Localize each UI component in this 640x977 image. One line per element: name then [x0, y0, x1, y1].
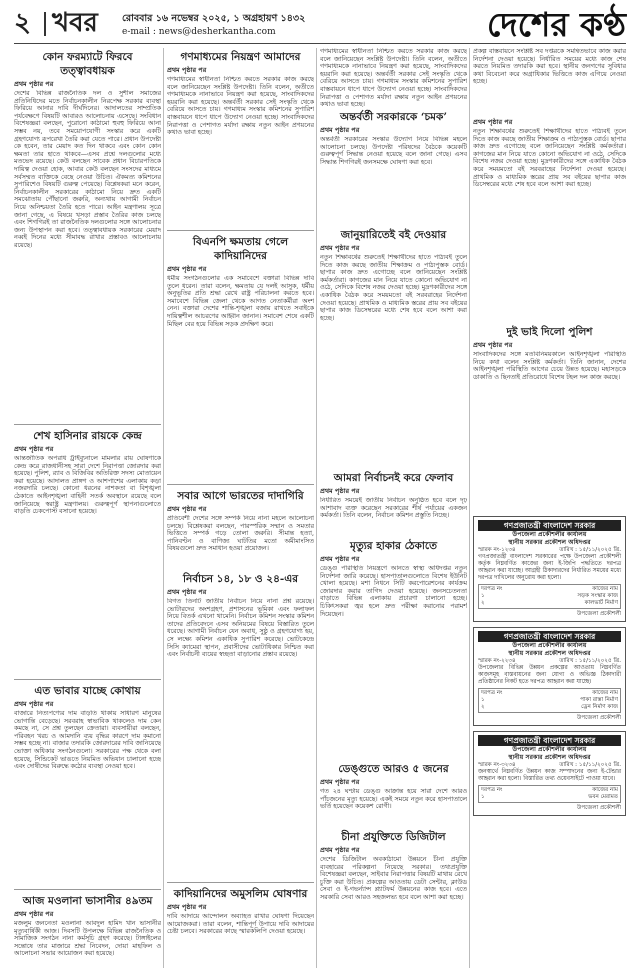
article-byline: প্রথম পৃষ্ঠার পর: [320, 487, 360, 495]
ad-cell: কাজের নাম: [592, 586, 618, 592]
ad-date: তারিখ : ১৫/১১/২০২৫ খ্রি.: [559, 658, 621, 664]
article-body: গণমাধ্যমের স্বাধীনতা নিশ্চিত করতে সরকার কাজ করছে বলে জানিয়েছেন সংশ্লিষ্ট উপদেষ্টা। তিনি বলেন, অতীতে গণমাধ্যমকে নানাভাবে নিয়ন্ত্রণ করা হয়েছে, সাংবাদিকদের হয়রানি করা হয়েছে। অন্তর্বর্তী সরকার সেই সংস্কৃতি থেকে বেরিয়ে আসতে চায়। গণমাধ্যম সংস্কার কমিশনের সুপারিশ বাস্তবায়নে ধাপে ধাপে উদ্যোগ নেওয়া হচ্ছে। সাংবাদিকদের নিরাপত্তা ও পেশাগত মর্যাদা রক্ষায় নতুন আইন প্রণয়নের কথাও ভাবা হচ্ছে।: [320, 48, 467, 108]
article-body: ডেঙ্গু পরিস্থিতি নিয়ন্ত্রণে আনতে স্বাস্থ্য অধিদপ্তর নতুন নির্দেশনা জারি করেছে। হাসপাতালগুলোতে বিশেষ ইউনিট খোলা হয়েছে। মশা নিধনে সিটি করপোরেশনের কার্যক্রম জোরদার করার তাগিদ দেওয়া হয়েছে। জনসচেতনতা বাড়াতে বিভিন্ন এলাকায় প্রচারণা চালানো হচ্ছে। চিকিৎসকরা জ্বর হলে দ্রুত পরীক্ষা করানোর পরামর্শ দিয়েছেন।: [320, 565, 467, 618]
article-byline: প্রথম পৃষ্ঠার পর: [167, 903, 207, 911]
ad-cell: দরপত্র নং: [481, 787, 503, 793]
ad-table-row: [481, 794, 618, 801]
article-byline: প্রথম পৃষ্ঠার পর: [167, 265, 207, 273]
ad-meta: [478, 762, 621, 769]
article-body: দাবি আদায়ে আন্দোলন অব্যাহত রাখার ঘোষণা দিয়েছেন আয়োজকরা। তারা বলেন, শান্তিপূর্ণ উপায়ে দাবি আদায়ের চেষ্টা চলবে। সরকারের কাছে স্মারকলিপি দেওয়া হয়েছে।: [167, 913, 314, 936]
article-body: বাজারে নিত্যপণ্যের দাম বাড়তি থাকায় সাধারণ মানুষের ভোগান্তি বেড়েছে। সরবরাহ স্বাভাবিক থাকলেও দাম কেন কমছে না, সে প্রশ্ন তুলছেন ক্রেতারা। ব্যবসায়ীরা বলছেন, পরিবহন খরচ ও আমদানি ব্যয় বৃদ্ধির কারণে দাম কমানো সম্ভব হচ্ছে না। বাজার তদারকি জোরদারের দাবি জানিয়েছে ভোক্তা অধিকার সংগঠনগুলো। সরকারের পক্ষ থেকে বলা হয়েছে, সিন্ডিকেট ভাঙতে নিয়মিত অভিযান চালানো হচ্ছে এবং দোষীদের বিরুদ্ধে কঠোর ব্যবস্থা নেওয়া হবে।: [14, 710, 161, 771]
ad-subtitle: উপজেলা প্রকৌশলীর কার্যালয়: [512, 531, 587, 538]
masthead-divider: [44, 12, 46, 36]
article-byline: প্রথম পৃষ্ঠার পর: [320, 244, 360, 252]
ad-cell: দরপত্র নং: [481, 586, 503, 592]
ad-table-row: [481, 787, 618, 794]
column-divider: [316, 48, 317, 968]
ad-date: তারিখ : ১৫/১১/২০২৫ খ্রি.: [559, 762, 621, 768]
article-body: সাংবাদিকদের সঙ্গে মতবিনিময়কালে আইনশৃঙ্খলা পরিস্থিতি নিয়ে কথা বলেন সংশ্লিষ্ট কর্মকর্তা। তিনি জানান, দেশের আইনশৃঙ্খলা পরিস্থিতি আগের চেয়ে উন্নত হয়েছে। মহাসড়কে ডাকাতি ও ছিনতাই প্রতিরোধে বিশেষ টহল দল কাজ করছে।: [473, 351, 626, 381]
article-headline[interactable]: এত ভাবার যাচ্ছে কোথায়: [34, 685, 141, 697]
article-byline: প্রথম পৃষ্ঠার পর: [167, 588, 207, 596]
column-divider: [163, 48, 164, 968]
article-byline: প্রথম পৃষ্ঠার পর: [14, 80, 54, 88]
ad-signature: উপজেলা প্রকৌশলী: [577, 715, 621, 721]
tender-notice: [473, 516, 626, 622]
article-byline: প্রথম পৃষ্ঠার পর: [167, 66, 207, 74]
newspaper-logo: দেশের কণ্ঠ: [486, 5, 626, 44]
ad-cell: ১: [481, 697, 485, 703]
article-byline: প্রথম পৃষ্ঠার পর: [473, 341, 513, 349]
article-headline[interactable]: আজ মওলানা ভাসানীর ৪৯তম: [22, 895, 153, 907]
tender-notice: [473, 627, 626, 726]
divider: [14, 424, 161, 425]
ad-cell: কালভার্ট নির্মাণ: [584, 600, 618, 606]
article-body: দেশের ডিজিটাল অবকাঠামো উন্নয়নে চীনা প্রযুক্তি ব্যবহারের পরিকল্পনা নিয়েছে সরকার। তথ্যপ্রযুক্তি বিশেষজ্ঞরা বলছেন, সাইবার নিরাপত্তার বিষয়টি মাথায় রেখে চুক্তি করা উচিত। প্রকল্পের আওতায় ডেটা সেন্টার, ক্লাউড সেবা ও ই-গভর্ন্যান্স প্ল্যাটফর্ম উন্নয়নের কাজ হবে। এতে সরকারি সেবা আরও সহজলভ্য হবে বলে আশা করা হচ্ছে।: [320, 856, 467, 901]
article-byline: প্রথম পৃষ্ঠার পর: [14, 445, 54, 453]
ad-table-row: [481, 600, 618, 607]
article-headline[interactable]: শেখ হাসিনার রায়কে কেন্দ্র: [33, 430, 142, 442]
article-headline[interactable]: মৃত্যুর হাকার ঠেকাতে: [350, 540, 437, 552]
article-headline[interactable]: কোন ফরম্যাটে ফিরবে তত্ত্বাবধায়ক: [42, 51, 133, 77]
ad-body: জনস্বার্থে নিম্নবর্ণিত উন্নয়ন কাজ সম্পাদনের জন্য ই-টেন্ডার আহ্বান করা হলো। বিস্তারিত তথ্য ওয়েবসাইটে পাওয়া যাবে।: [478, 769, 621, 782]
article-headline[interactable]: ডেঙ্গুতে আরও ৫ জনের: [338, 763, 449, 775]
ad-subtitle: স্থানীয় সরকার প্রকৌশল অধিদপ্তর: [508, 754, 591, 761]
article-byline: প্রথম পৃষ্ঠার পর: [473, 118, 513, 126]
ad-memo: স্মারক নং-৩২৩৪: [478, 762, 516, 768]
ad-table-row: [481, 586, 618, 593]
divider: [167, 230, 314, 231]
masthead: [14, 5, 626, 44]
article-body: দেশের বিভিন্ন রাজনৈতিক দল ও সুশীল সমাজের প্রতিনিধিদের মতে নির্বাচনকালীন নিরপেক্ষ সরকার ব্যবস্থা ফিরিয়ে আনার দাবি দীর্ঘদিনের। আদালতের সাম্প্রতিক পর্যবেক্ষণে বিষয়টি আবারও আলোচনায় এসেছে। সংবিধান বিশেষজ্ঞরা বলছেন, পুরোনো কাঠামো হুবহু ফিরিয়ে আনা সম্ভব নয়, তবে সময়োপযোগী সংস্কার করে একটি গ্রহণযোগ্য রূপরেখা তৈরি করা যেতে পারে। প্রধান উপদেষ্টা কে হবেন, তার মেয়াদ কত দিন থাকবে এবং কোন কোন ক্ষমতা তার হাতে থাকবে—এসব প্রশ্নে দলগুলোর মধ্যে মতভেদ রয়েছে। কেউ বলছেন সাবেক প্রধান বিচারপতিকে দায়িত্ব দেওয়া হোক, আবার কেউ বলছেন সংসদের মাধ্যমে সর্বসম্মত ব্যক্তিকে বেছে নেওয়া উচিত। ঐকমত্য কমিশনের সুপারিশেও বিষয়টি গুরুত্ব পেয়েছে। বিশ্লেষকরা মনে করেন, নির্বাচনকালীন সরকারের কাঠামো নিয়ে দ্রুত একটি সমঝোতায় পৌঁছানো জরুরি, অন্যথায় আগামী নির্বাচন নিয়ে অনিশ্চয়তা তৈরি হতে পারে। আইন মন্ত্রণালয় সূত্রে জানা গেছে, এ বিষয়ে খসড়া প্রস্তাব তৈরির কাজ চলছে এবং শিগগিরই তা রাজনৈতিক দলগুলোর সঙ্গে আলোচনার জন্য উপস্থাপন করা হবে। তত্ত্বাবধায়ক সরকারের মেয়াদ নব্বই দিনের মধ্যে সীমাবদ্ধ রাখার প্রস্তাবও আলোচনায় রয়েছে।: [14, 90, 161, 249]
ad-title: গণপ্রজাতন্ত্রী বাংলাদেশ সরকার: [478, 735, 621, 746]
article-headline[interactable]: জানুয়ারিতেই বই দেওয়ার: [340, 229, 447, 241]
article-headline[interactable]: অন্তর্বর্তী সরকারকে ‘চমক’: [340, 111, 447, 123]
ad-subtitle: উপজেলা প্রকৌশলীর কার্যালয়: [512, 746, 587, 753]
column-3: [320, 48, 467, 968]
ad-cell: সড়ক সংস্কার কাজ: [577, 593, 618, 599]
article-headline[interactable]: সবার আগে ভারতের দাদাগিরি: [177, 490, 304, 502]
ad-memo: স্মারক নং-২২৩৪: [478, 658, 516, 664]
article-body: অন্তর্বর্তী সরকারের সংস্কার উদ্যোগ নিয়ে বিভিন্ন মহলে আলোচনা চলছে। উপদেষ্টা পরিষদের বৈঠকে কয়েকটি গুরুত্বপূর্ণ সিদ্ধান্ত নেওয়া হয়েছে বলে জানা গেছে। এসব সিদ্ধান্ত শিগগিরই জনসমক্ষে ঘোষণা করা হবে।: [320, 136, 467, 166]
section-name: খবর: [52, 8, 98, 38]
email[interactable]: e-mail : news@desherkantha.com: [122, 27, 276, 37]
divider: [167, 882, 314, 883]
ad-cell: ড্রেন নির্মাণ কাজ: [581, 704, 618, 710]
ad-table-row: [481, 704, 618, 711]
ad-cell: পাকা রাস্তা নির্মাণ: [580, 697, 618, 703]
article-body: গত ২৪ ঘণ্টায় ডেঙ্গু আক্রান্ত হয়ে সারা দেশে আরও পাঁচজনের মৃত্যু হয়েছে। একই সময়ে নতুন করে হাসপাতালে ভর্তি হয়েছেন কয়েকশ রোগী।: [320, 788, 467, 811]
ad-subtitle: উপজেলা প্রকৌশলীর কার্যালয়: [512, 642, 587, 649]
ad-cell: ভবন মেরামত: [588, 794, 618, 800]
ad-table: [478, 688, 621, 713]
ad-cell: ২: [481, 704, 485, 710]
article-headline[interactable]: দুই ভাই দিলো পুলিশ: [506, 326, 593, 338]
article-body: নতুন শিক্ষাবর্ষের শুরুতেই শিক্ষার্থীদের হাতে পাঠ্যবই তুলে দিতে কাজ করছে জাতীয় শিক্ষাক্রম ও পাঠ্যপুস্তক বোর্ড। ছাপার কাজ দ্রুত এগোচ্ছে বলে জানিয়েছেন সংশ্লিষ্ট কর্মকর্তারা। কাগজের মান নিয়ে যাতে কোনো অভিযোগ না ওঠে, সেদিকে বিশেষ নজর দেওয়া হচ্ছে। মুদ্রণকারীদের সঙ্গে একাধিক বৈঠক করে সময়মতো বই সরবরাহের নির্দেশনা দেওয়া হয়েছে। প্রাথমিক ও মাধ্যমিক স্তরের প্রায় সব বইয়ের ছাপার কাজ ডিসেম্বরের মধ্যে শেষ হবে বলে আশা করা হচ্ছে।: [320, 254, 467, 322]
divider: [14, 679, 161, 680]
article-headline[interactable]: গণমাধ্যমের নিয়ন্ত্রণ আমাদের: [180, 51, 301, 63]
article-headline[interactable]: চীনা প্রযুক্তিতে ডিজিটাল: [341, 831, 446, 843]
ad-meta: [478, 547, 621, 554]
ad-cell: ১: [481, 794, 485, 800]
ad-table-row: [481, 593, 618, 600]
ad-cell: ১: [481, 593, 485, 599]
article-body: নতুন শিক্ষাবর্ষের শুরুতেই শিক্ষার্থীদের হাতে পাঠ্যবই তুলে দিতে কাজ করছে জাতীয় শিক্ষাক্রম ও পাঠ্যপুস্তক বোর্ড। ছাপার কাজ দ্রুত এগোচ্ছে বলে জানিয়েছেন সংশ্লিষ্ট কর্মকর্তারা। কাগজের মান নিয়ে যাতে কোনো অভিযোগ না ওঠে, সেদিকে বিশেষ নজর দেওয়া হচ্ছে। মুদ্রণকারীদের সঙ্গে একাধিক বৈঠক করে সময়মতো বই সরবরাহের নির্দেশনা দেওয়া হয়েছে। প্রাথমিক ও মাধ্যমিক স্তরের প্রায় সব বইয়ের ছাপার কাজ ডিসেম্বরের মধ্যে শেষ হবে বলে আশা করা হচ্ছে।: [473, 128, 626, 189]
article-body: ধর্মীয় সংগঠনগুলোর এক সমাবেশে বক্তারা বিভিন্ন দাবি তুলে ধরেন। তারা বলেন, ক্ষমতায় যে দলই আসুক, ধর্মীয় অনুভূতির প্রতি শ্রদ্ধা রেখে রাষ্ট্র পরিচালনা করতে হবে। সমাবেশে বিভিন্ন জেলা থেকে আগত নেতাকর্মীরা অংশ নেন। বক্তারা দেশের শান্তি-শৃঙ্খলা বজায় রাখতে সবাইকে দায়িত্বশীল আচরণের আহ্বান জানান। সমাবেশ শেষে একটি মিছিল বের হয়ে বিভিন্ন সড়ক প্রদক্ষিণ করে।: [167, 275, 314, 328]
article-body: প্রকল্প বাস্তবায়নে সংশ্লিষ্ট সব দপ্তরকে সমন্বিতভাবে কাজ করার নির্দেশনা দেওয়া হয়েছে। নির্ধারিত সময়ের মধ্যে কাজ শেষ করতে নিয়মিত তদারকি করা হবে। স্থানীয় জনগণের সুবিধার কথা বিবেচনা করে অগ্রাধিকার ভিত্তিতে কাজ এগিয়ে নেওয়া হচ্ছে।: [473, 48, 626, 86]
article-headline[interactable]: আমরা নির্বাচনই করে ফেলাব: [333, 472, 454, 484]
ad-date: তারিখ : ১৫/১১/২০২৫ খ্রি.: [559, 547, 621, 553]
article-headline[interactable]: বিএনপি ক্ষমতায় গেলে কাদিয়ানিদের: [192, 236, 289, 262]
ad-signature: উপজেলা প্রকৌশলী: [577, 805, 621, 811]
ad-subtitle: স্থানীয় সরকার প্রকৌশল অধিদপ্তর: [508, 650, 591, 657]
article-byline: প্রথম পৃষ্ঠার পর: [320, 126, 360, 134]
article-body: আন্তর্জাতিক অপরাধ ট্রাইব্যুনালে মামলার রায় ঘোষণাকে কেন্দ্র করে রাজধানীসহ সারা দেশে নিরাপত্তা জোরদার করা হয়েছে। পুলিশ, র‍্যাব ও বিজিবির অতিরিক্ত সদস্য মোতায়েন করা হয়েছে। আদালত প্রাঙ্গণ ও আশপাশের এলাকায় কড়া নজরদারি চলছে। কোনো ধরনের নাশকতা বা বিশৃঙ্খলা ঠেকাতে আইনশৃঙ্খলা বাহিনী সতর্ক অবস্থানে রয়েছে বলে জানিয়েছে স্বরাষ্ট্র মন্ত্রণালয়। গুরুত্বপূর্ণ স্থাপনাগুলোতে বাড়তি চেকপোস্ট বসানো হয়েছে।: [14, 455, 161, 516]
article-body: মজলুম জননেতা মওলানা আবদুল হামিদ খান ভাসানীর মৃত্যুবার্ষিকী আজ। দিবসটি উপলক্ষে বিভিন্ন রাজনৈতিক ও সামাজিক সংগঠন নানা কর্মসূচি গ্রহণ করেছে। টাঙ্গাইলের সন্তোষে তার মাজারে শ্রদ্ধা নিবেদন, দোয়া মাহফিল ও আলোচনা সভার আয়োজন করা হয়েছে।: [14, 920, 161, 958]
ad-signature: উপজেলা প্রকৌশলী: [577, 611, 621, 617]
dateline: রোববার ১৬ নভেম্বর ২০২৫, ১ অগ্রহায়ণ ১৪৩২: [122, 13, 306, 24]
ad-table-row: [481, 697, 618, 704]
article-headline[interactable]: নির্বাচন ১৪, ১৮ ও ২৪-এর: [182, 573, 299, 585]
divider: [14, 889, 161, 890]
article-body: নির্ধারিত সময়েই জাতীয় নির্বাচন অনুষ্ঠিত হবে বলে দৃঢ় আশাবাদ ব্যক্ত করেছেন সরকারের শীর্ষ পর্যায়ের একজন কর্মকর্তা। তিনি বলেন, নির্বাচন কমিশন প্রস্তুতি নিচ্ছে।: [320, 497, 467, 520]
ad-table: [478, 785, 621, 803]
ad-title: গণপ্রজাতন্ত্রী বাংলাদেশ সরকার: [478, 631, 621, 642]
column-4: [473, 48, 626, 968]
article-byline: প্রথম পৃষ্ঠার পর: [320, 555, 360, 563]
ad-table-row: [481, 690, 618, 697]
article-byline: প্রথম পৃষ্ঠার পর: [14, 700, 54, 708]
column-divider: [469, 48, 470, 968]
article-byline: প্রথম পৃষ্ঠার পর: [320, 846, 360, 854]
ad-memo: স্মারক নং-১২৩৪: [478, 547, 516, 553]
ad-title: গণপ্রজাতন্ত্রী বাংলাদেশ সরকার: [478, 520, 621, 531]
article-byline: প্রথম পৃষ্ঠার পর: [14, 910, 54, 918]
ad-cell: ২: [481, 600, 485, 606]
column-2: [167, 48, 314, 968]
ad-subtitle: স্থানীয় সরকার প্রকৌশল অধিদপ্তর: [508, 539, 591, 546]
article-body: গণমাধ্যমের স্বাধীনতা নিশ্চিত করতে সরকার কাজ করছে বলে জানিয়েছেন সংশ্লিষ্ট উপদেষ্টা। তিনি বলেন, অতীতে গণমাধ্যমকে নানাভাবে নিয়ন্ত্রণ করা হয়েছে, সাংবাদিকদের হয়রানি করা হয়েছে। অন্তর্বর্তী সরকার সেই সংস্কৃতি থেকে বেরিয়ে আসতে চায়। গণমাধ্যম সংস্কার কমিশনের সুপারিশ বাস্তবায়নে ধাপে ধাপে উদ্যোগ নেওয়া হচ্ছে। সাংবাদিকদের নিরাপত্তা ও পেশাগত মর্যাদা রক্ষায় নতুন আইন প্রণয়নের কথাও ভাবা হচ্ছে।: [167, 76, 314, 137]
ad-body: উপজেলার বিভিন্ন উন্নয়ন প্রকল্পের আওতায় নিম্নবর্ণিত কাজসমূহ বাস্তবায়নের জন্য যোগ্য ও অভিজ্ঞ ঠিকাদারী প্রতিষ্ঠানের নিকট হতে দরপত্র আহ্বান করা যাচ্ছে।: [478, 665, 621, 685]
article-byline: প্রথম পৃষ্ঠার পর: [320, 778, 360, 786]
ad-cell: কাজের নাম: [592, 787, 618, 793]
ad-table: [478, 584, 621, 609]
ad-body: গণপ্রজাতন্ত্রী বাংলাদেশ সরকারের পক্ষে উপজেলা প্রকৌশলী কর্তৃক নিম্নবর্ণিত কাজের জন্য ই-জিপি পদ্ধতিতে দরপত্র আহ্বান করা যাচ্ছে। আগ্রহী ঠিকাদারদের নির্ধারিত সময়ের মধ্যে দরপত্র দাখিলের অনুরোধ করা হলো।: [478, 554, 621, 581]
ad-cell: দরপত্র নং: [481, 690, 503, 696]
article-body: বিগত তিনটি জাতীয় নির্বাচন নিয়ে নানা প্রশ্ন রয়েছে। ভোটারদের অংশগ্রহণ, প্রশাসনের ভূমিকা এবং ফলাফল নিয়ে বিতর্ক এখনো থামেনি। নির্বাচন কমিশন সংস্কার কমিশন তাদের প্রতিবেদনে এসব অনিয়মের বিষয়ে বিস্তারিত তুলে ধরেছে। আগামী নির্বাচন যেন অবাধ, সুষ্ঠু ও গ্রহণযোগ্য হয়, সে লক্ষ্যে কমিশন একাধিক সুপারিশ করেছে। ভোটকেন্দ্রে সিসি ক্যামেরা স্থাপন, প্রবাসীদের ভোটাধিকার নিশ্চিত করা এবং নির্বাচনী ব্যয়ের স্বচ্ছতা বাড়ানোর প্রস্তাব রয়েছে।: [167, 598, 314, 659]
article-byline: প্রথম পৃষ্ঠার পর: [167, 505, 207, 513]
page-number: ২: [14, 8, 31, 38]
column-1: [14, 48, 161, 968]
article-body: প্রতিবেশী দেশের সঙ্গে সম্পর্ক নিয়ে নানা মহলে আলোচনা চলছে। বিশ্লেষকরা বলছেন, পারস্পরিক সম্মান ও সমতার ভিত্তিতে সম্পর্ক গড়ে তোলা জরুরি। সীমান্ত হত্যা, পানিবণ্টন ও বাণিজ্য ঘাটতির মতো অমীমাংসিত বিষয়গুলো দ্রুত সমাধান হওয়া প্রয়োজন।: [167, 515, 314, 553]
divider: [167, 484, 314, 485]
ad-cell: কাজের নাম: [592, 690, 618, 696]
tender-notice: [473, 731, 626, 816]
ad-meta: [478, 658, 621, 665]
article-headline[interactable]: কাদিয়ানিদের অমুসলিম ঘোষণার: [173, 888, 308, 900]
